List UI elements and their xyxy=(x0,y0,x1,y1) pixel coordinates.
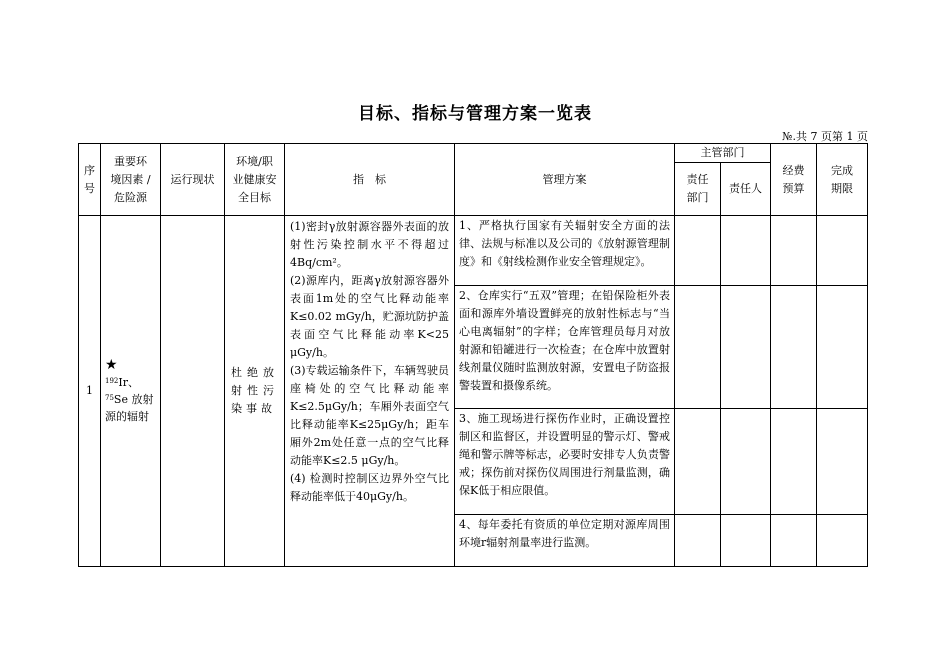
header-deadline: 完成期限 xyxy=(817,144,868,216)
cell-dept-4 xyxy=(675,515,721,567)
row-status xyxy=(161,216,225,567)
star-icon: ★ xyxy=(105,357,118,373)
cell-dept-3 xyxy=(675,409,721,515)
cell-deadline-2 xyxy=(817,286,868,409)
header-resp-dept: 责任部门 xyxy=(675,163,721,216)
header-target: 环境/职业健康安全目标 xyxy=(225,144,285,216)
plan-item-3: 3、施工现场进行探伤作业时，正确设置控制区和监督区，并设置明显的警示灯、警戒绳和警示牌等标志，必要时安排专人负责警戒；探伤前对探伤仪周围进行剂量监测，确保K低于相应限值。 xyxy=(455,409,675,515)
document-title: 目标、指标与管理方案一览表 xyxy=(358,104,592,124)
cell-budget-2 xyxy=(771,286,817,409)
cell-budget-1 xyxy=(771,216,817,286)
row-hazard: ★ $^{192}$Ir、$^{75}$Se 放射源的辐射 xyxy=(101,216,161,567)
row-indicator: (1)密封γ放射源容器外表面的放射性污染控制水平不得超过4Bq/cm²。 (2)源库内，距离γ放射源容器外表面1m处的空气比释动能率K≤0.02 mGy/h，贮源坑防护盖表面空气比释能动率K<25 μGy/h。 (3)专载运输条件下，车辆驾驶员座椅处的空气比释动能率K≤2.5μGy/h；车厢外表面空气比释动能率K≤25μGy/h；距车厢外2m处任意一点的空气比释动能率K≤2.5 μGy/h。 (4) 检测时控制区边界外空气比释动能率低于40μGy/h。 xyxy=(285,216,455,567)
cell-deadline-4 xyxy=(817,515,868,567)
header-dept-group: 主管部门 xyxy=(675,144,771,163)
cell-budget-3 xyxy=(771,409,817,515)
row-target: 杜绝放射性污染事故 xyxy=(225,216,285,567)
cell-person-3 xyxy=(721,409,771,515)
plan-item-2: 2、仓库实行“五双”管理；在铅保险柜外表面和源库外墙设置鲜亮的放射性标志与“当心电离辐射”的字样；仓库管理员每月对放射源和铅罐进行一次检查；在仓库中放置射线剂量仪随时监测放射源，安置电子防盗报警装置和摄像系统。 xyxy=(455,286,675,409)
header-indicator: 指 标 xyxy=(285,144,455,216)
cell-dept-2 xyxy=(675,286,721,409)
cell-person-1 xyxy=(721,216,771,286)
target-table xyxy=(78,143,868,567)
plan-item-1: 1、严格执行国家有关辐射安全方面的法律、法规与标准以及公司的《放射源管理制度》和《射线检测作业安全管理规定》。 xyxy=(455,216,675,286)
plan-item-4: 4、每年委托有资质的单位定期对源库周围环境r辐射剂量率进行监测。 xyxy=(455,515,675,567)
page-info: №.共 7 页第 1 页 xyxy=(782,130,868,143)
header-budget: 经费预算 xyxy=(771,144,817,216)
cell-budget-4 xyxy=(771,515,817,567)
header-hazard: 重要环境因素 / 危险源 xyxy=(101,144,161,216)
header-plan: 管理方案 xyxy=(455,144,675,216)
cell-person-2 xyxy=(721,286,771,409)
cell-deadline-3 xyxy=(817,409,868,515)
row-seq: 1 xyxy=(79,216,101,567)
header-resp-person: 责任人 xyxy=(721,163,771,216)
cell-dept-1 xyxy=(675,216,721,286)
header-status: 运行现状 xyxy=(161,144,225,216)
cell-deadline-1 xyxy=(817,216,868,286)
header-seq: 序号 xyxy=(79,144,101,216)
cell-person-4 xyxy=(721,515,771,567)
